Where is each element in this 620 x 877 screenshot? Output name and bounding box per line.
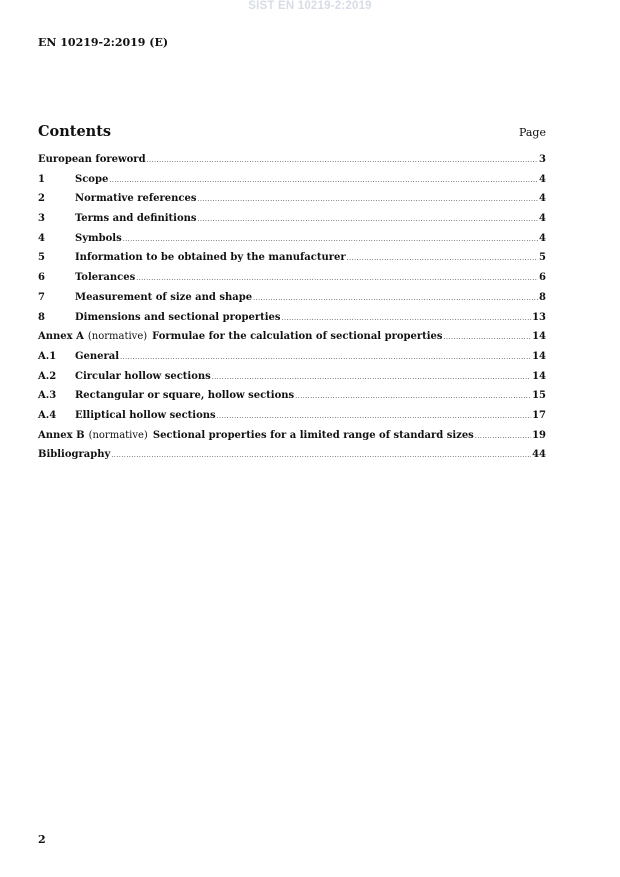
- toc-entry-page: 4: [539, 193, 546, 205]
- contents-header: [38, 123, 546, 140]
- toc-entry-page: 8: [539, 291, 546, 303]
- toc-entry[interactable]: [38, 410, 546, 430]
- toc-entry-title: Scope: [75, 173, 109, 185]
- toc-entry-page: 4: [539, 232, 546, 244]
- toc-entry-page: 14: [532, 331, 546, 343]
- toc-entry-page: 4: [539, 213, 546, 225]
- toc-entry-page: 13: [532, 311, 546, 323]
- toc-entry[interactable]: [38, 371, 546, 391]
- dot-leader: [120, 354, 531, 361]
- toc-entry-page: 17: [532, 409, 546, 421]
- dot-leader: [253, 295, 538, 302]
- toc-entry-number: 6: [38, 272, 45, 284]
- annex-label: Annex B: [38, 429, 85, 441]
- toc-entry-page: 14: [532, 350, 546, 362]
- dot-leader: [217, 413, 531, 420]
- toc-entry[interactable]: [38, 233, 546, 253]
- toc-entry-number: 8: [38, 311, 45, 323]
- toc-entry[interactable]: [38, 252, 546, 272]
- dot-leader: [475, 433, 531, 440]
- toc-entry-title: Information to be obtained by the manufacturer: [75, 252, 346, 264]
- dot-leader: [111, 452, 531, 459]
- toc-entry-title: Measurement of size and shape: [75, 291, 253, 303]
- toc-entry[interactable]: [38, 390, 546, 410]
- toc-entry-page: 19: [532, 429, 546, 441]
- toc-entry-number: 7: [38, 291, 45, 303]
- toc-entry-page: 3: [539, 154, 546, 165]
- toc-entry-page: 4: [539, 173, 546, 185]
- toc-entry-title: European foreword: [38, 154, 146, 165]
- toc-entry-title: Normative references: [75, 193, 197, 205]
- toc-entry-title: Dimensions and sectional properties: [75, 311, 281, 323]
- dot-leader: [295, 393, 531, 400]
- toc-entry[interactable]: [38, 174, 546, 194]
- toc-entry-number: 4: [38, 232, 45, 244]
- toc-entry-title: Tolerances: [75, 272, 136, 284]
- toc-entry-title: General: [75, 350, 120, 362]
- annex-normative-label: (normative): [88, 429, 148, 441]
- toc-entry-number: 1: [38, 173, 45, 185]
- toc-entry[interactable]: [38, 213, 546, 233]
- toc-entry-page: 5: [539, 252, 546, 264]
- dot-leader: [444, 334, 532, 341]
- dot-leader: [347, 255, 538, 262]
- toc-entry[interactable]: [38, 331, 546, 351]
- toc-entry-title: Terms and definitions: [75, 213, 197, 225]
- dot-leader: [282, 315, 532, 322]
- toc-entry[interactable]: [38, 351, 546, 371]
- toc-entry-title: Formulae for the calculation of sectional properties: [152, 331, 443, 343]
- toc-entry-page: 14: [532, 370, 546, 382]
- dot-leader: [136, 275, 538, 282]
- toc-entry-page: 15: [532, 390, 546, 402]
- toc-entry[interactable]: [38, 430, 546, 450]
- toc-entry-number: 5: [38, 252, 45, 264]
- dot-leader: [123, 236, 538, 243]
- toc-entry-page: 6: [539, 272, 546, 284]
- toc-entry-title: Circular hollow sections: [75, 370, 211, 382]
- toc-entry[interactable]: [38, 292, 546, 312]
- toc-entry-page: 44: [532, 449, 546, 461]
- document-id: EN 10219-2:2019 (E): [38, 36, 169, 49]
- toc-entry-number: A.1: [38, 350, 57, 362]
- toc-entry-title: Bibliography: [38, 449, 111, 461]
- dot-leader: [147, 157, 538, 164]
- toc-entry[interactable]: [38, 449, 546, 469]
- toc-entry-number: A.2: [38, 370, 57, 382]
- toc-entry-title: Sectional properties for a limited range of standard sizes: [152, 429, 474, 441]
- page-column-label: Page: [518, 126, 546, 139]
- dot-leader: [109, 177, 538, 184]
- table-of-contents: [38, 154, 546, 469]
- annex-normative-label: (normative): [87, 331, 148, 343]
- annex-label: Annex A: [38, 331, 84, 343]
- dot-leader: [212, 374, 531, 381]
- watermark: SIST EN 10219-2:2019: [248, 0, 372, 12]
- page-number: 2: [38, 833, 46, 846]
- toc-entry-number: A.3: [38, 390, 57, 402]
- dot-leader: [198, 196, 539, 203]
- toc-entry-number: A.4: [38, 409, 57, 421]
- toc-entry-number: 2: [38, 193, 45, 205]
- toc-entry[interactable]: [38, 154, 546, 174]
- toc-entry-title: Symbols: [75, 232, 122, 244]
- toc-entry-number: 3: [38, 213, 45, 225]
- toc-entry[interactable]: [38, 193, 546, 213]
- toc-entry-title: Elliptical hollow sections: [75, 409, 216, 421]
- contents-title: Contents: [38, 123, 112, 140]
- toc-entry-title: Rectangular or square, hollow sections: [75, 390, 295, 402]
- toc-entry[interactable]: [38, 272, 546, 292]
- toc-entry[interactable]: [38, 312, 546, 332]
- dot-leader: [198, 216, 539, 223]
